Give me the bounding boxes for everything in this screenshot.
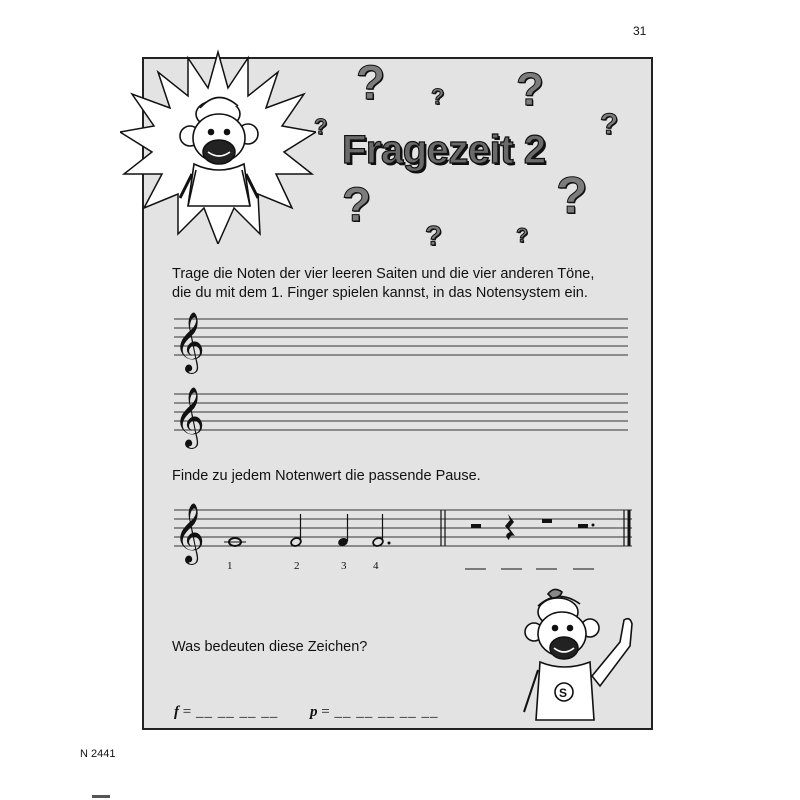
task1-line2: die du mit dem 1. Finger spielen kannst, in das Notensystem ein. [172,285,588,301]
question-mark-4: ? [314,114,328,139]
note-number-1: 1 [227,560,233,572]
question-mark-3: ? [516,63,545,115]
piano-symbol: p [310,704,318,720]
page-title: Fragezeit 2 [342,128,546,172]
whole-note-icon [224,538,246,546]
question-mark-2: ? [431,84,445,109]
dotted-half-rest-icon [578,524,595,529]
forte-symbol: f [174,704,179,720]
monkey-pointing-icon [508,586,652,724]
treble-clef-icon: 𝄞 [174,312,205,372]
note-number-4: 4 [373,560,379,572]
question-mark-9: ? [516,225,529,247]
question-mark-6: ? [556,167,588,225]
task1-line1: Trage die Noten der vier leeren Saiten und die vier anderen Töne, [172,266,595,282]
question-mark-1: ? [356,57,386,110]
note-number-3: 3 [341,560,347,572]
publication-code: N 2441 [80,748,116,760]
forte-answer-blank[interactable]: __ __ __ __ [195,704,279,720]
svg-text:S: S [559,686,568,700]
piano-answer [310,704,438,721]
half-rest-icon [471,524,481,528]
treble-clef-icon: 𝄞 [174,387,205,447]
piano-equals: = [321,704,331,720]
piano-answer-blank[interactable]: __ __ __ __ __ [334,704,439,720]
forte-answer [174,704,278,721]
scan-edge-mark [92,795,110,798]
question-mark-5: ? [600,108,619,141]
starburst-badge [120,48,316,244]
treble-clef-icon: 𝄞 [174,503,205,563]
forte-equals: = [182,704,193,720]
question-mark-7: ? [342,179,372,232]
music-staff-3 [170,496,640,576]
note-number-2: 2 [294,560,300,572]
question-mark-8: ? [425,220,443,251]
task3-text: Was bedeuten diese Zeichen? [172,639,368,655]
music-staff-2 [170,380,632,450]
whole-rest-icon [542,519,552,523]
task2-text: Finde zu jedem Notenwert die passende Pause. [172,468,481,484]
music-staff-1 [170,305,632,375]
page-number: 31 [633,24,647,38]
quarter-rest-icon [505,514,515,540]
